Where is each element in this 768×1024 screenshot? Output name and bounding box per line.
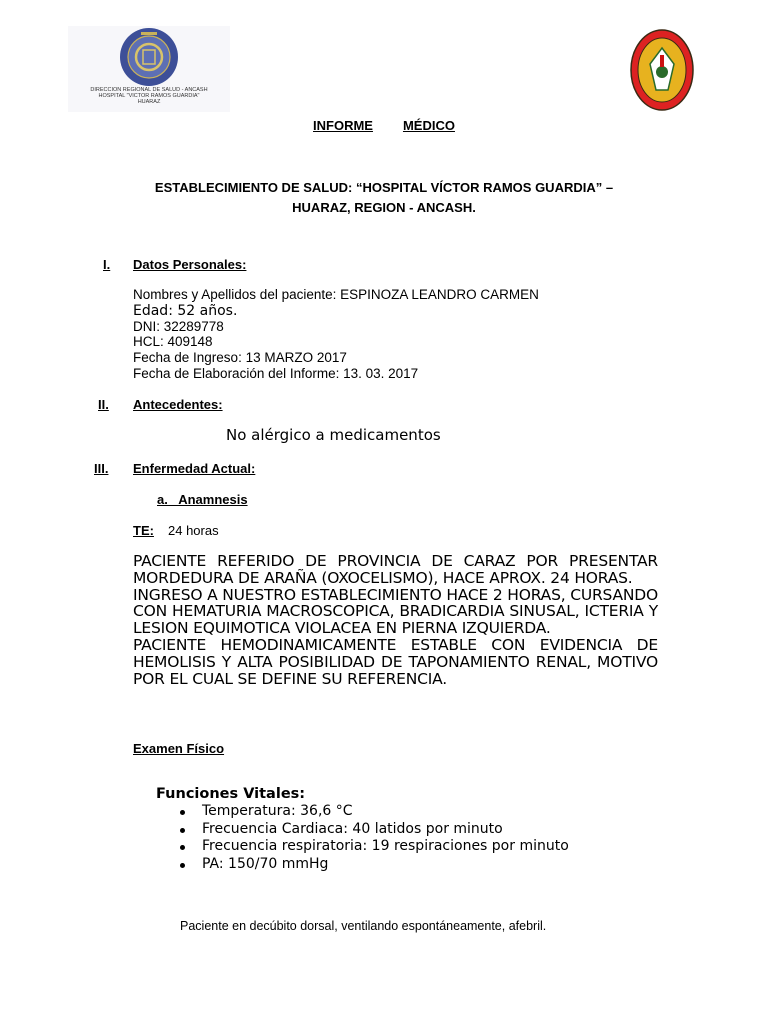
anamnesis-narrative (133, 553, 658, 687)
report-date: Fecha de Elaboración del Informe: 13. 03. 2017 (133, 366, 419, 381)
bullet-icon (180, 863, 185, 868)
narrative-paragraph: PACIENTE HEMODINAMICAMENTE ESTABLE CON EVIDENCIA DE HEMOLISIS Y ALTA POSIBILIDAD DE TAPONAMIENTO RENAL, MOTIVO POR EL CUAL SE DEFINE SU REFERENCIA. (133, 635, 658, 688)
establishment-line-2: HUARAZ, REGION - ANCASH. (292, 200, 476, 215)
section-number-personal: I. (103, 257, 111, 272)
list-item (176, 838, 569, 856)
ministry-logo (628, 28, 696, 112)
title-word-1: INFORME (313, 118, 373, 133)
establishment-header (120, 178, 648, 218)
ministry-seal-icon (628, 28, 696, 112)
admission-date: Fecha de Ingreso: 13 MARZO 2017 (133, 350, 347, 365)
hospital-logo (68, 26, 230, 112)
antecedentes-text: No alérgico a medicamentos (226, 426, 441, 444)
patient-name: Nombres y Apellidos del paciente: ESPINOZA LEANDRO CARMEN (133, 287, 539, 302)
list-item (176, 856, 569, 874)
vital-blood-pressure: PA: 150/70 mmHg (202, 855, 329, 872)
title-word-2: MÉDICO (402, 118, 455, 133)
vital-temperature: Temperatura: 36,6 °C (202, 803, 353, 819)
vitals-title: Funciones Vitales: (156, 786, 306, 802)
list-item (176, 803, 569, 821)
list-item (176, 821, 569, 839)
section-title-enfermedad: Enfermedad Actual: (133, 461, 256, 476)
vital-heart-rate: Frecuencia Cardiaca: 40 latidos por minuto (202, 820, 503, 837)
bullet-icon (180, 828, 185, 833)
patient-age: Edad: 52 años. (133, 303, 238, 319)
section-title-personal: Datos Personales: (133, 257, 247, 272)
bullet-icon (180, 810, 185, 815)
logo-line-3: HUARAZ (137, 99, 161, 105)
physical-observation: Paciente en decúbito dorsal, ventilando espontáneamente, afebril. (180, 919, 547, 933)
te-value: 24 horas (168, 523, 219, 538)
section-title-antecedentes: Antecedentes: (133, 397, 223, 412)
examen-title: Examen Físico (133, 741, 225, 756)
vitals-list (176, 803, 569, 873)
establishment-line-1: ESTABLECIMIENTO DE SALUD: “HOSPITAL VÍCTOR RAMOS GUARDIA” – (154, 180, 614, 195)
narrative-paragraph: PACIENTE REFERIDO DE PROVINCIA DE CARAZ POR PRESENTAR MORDEDURA DE ARAÑA (OXOCELISMO), HACE APROX. 24 HORAS. (133, 552, 658, 587)
anamnesis-label: a. Anamnesis (157, 492, 248, 507)
patient-dni: DNI: 32289778 (133, 319, 224, 334)
patient-hcl: HCL: 409148 (133, 334, 213, 349)
vital-respiratory-rate: Frecuencia respiratoria: 19 respiraciones por minuto (202, 838, 569, 854)
bullet-icon (180, 845, 185, 850)
section-number-enfermedad: III. (94, 461, 109, 476)
te-label: TE: (133, 523, 154, 538)
logo-line-2: HOSPITAL "VICTOR RAMOS GUARDIA" (98, 93, 200, 99)
logo-line-1: DIRECCION REGIONAL DE SALUD - ANCASH (90, 87, 208, 93)
document-title (0, 118, 768, 133)
narrative-paragraph: INGRESO A NUESTRO ESTABLECIMIENTO HACE 2 HORAS, CURSANDO CON HEMATURIA MACROSCOPICA, BRADICARDIA SINUSAL, ICTERIA Y LESION EQUIMOTICA VIOLACEA EN PIERNA IZQUIERDA. (133, 585, 658, 638)
section-number-antecedentes: II. (98, 397, 109, 412)
